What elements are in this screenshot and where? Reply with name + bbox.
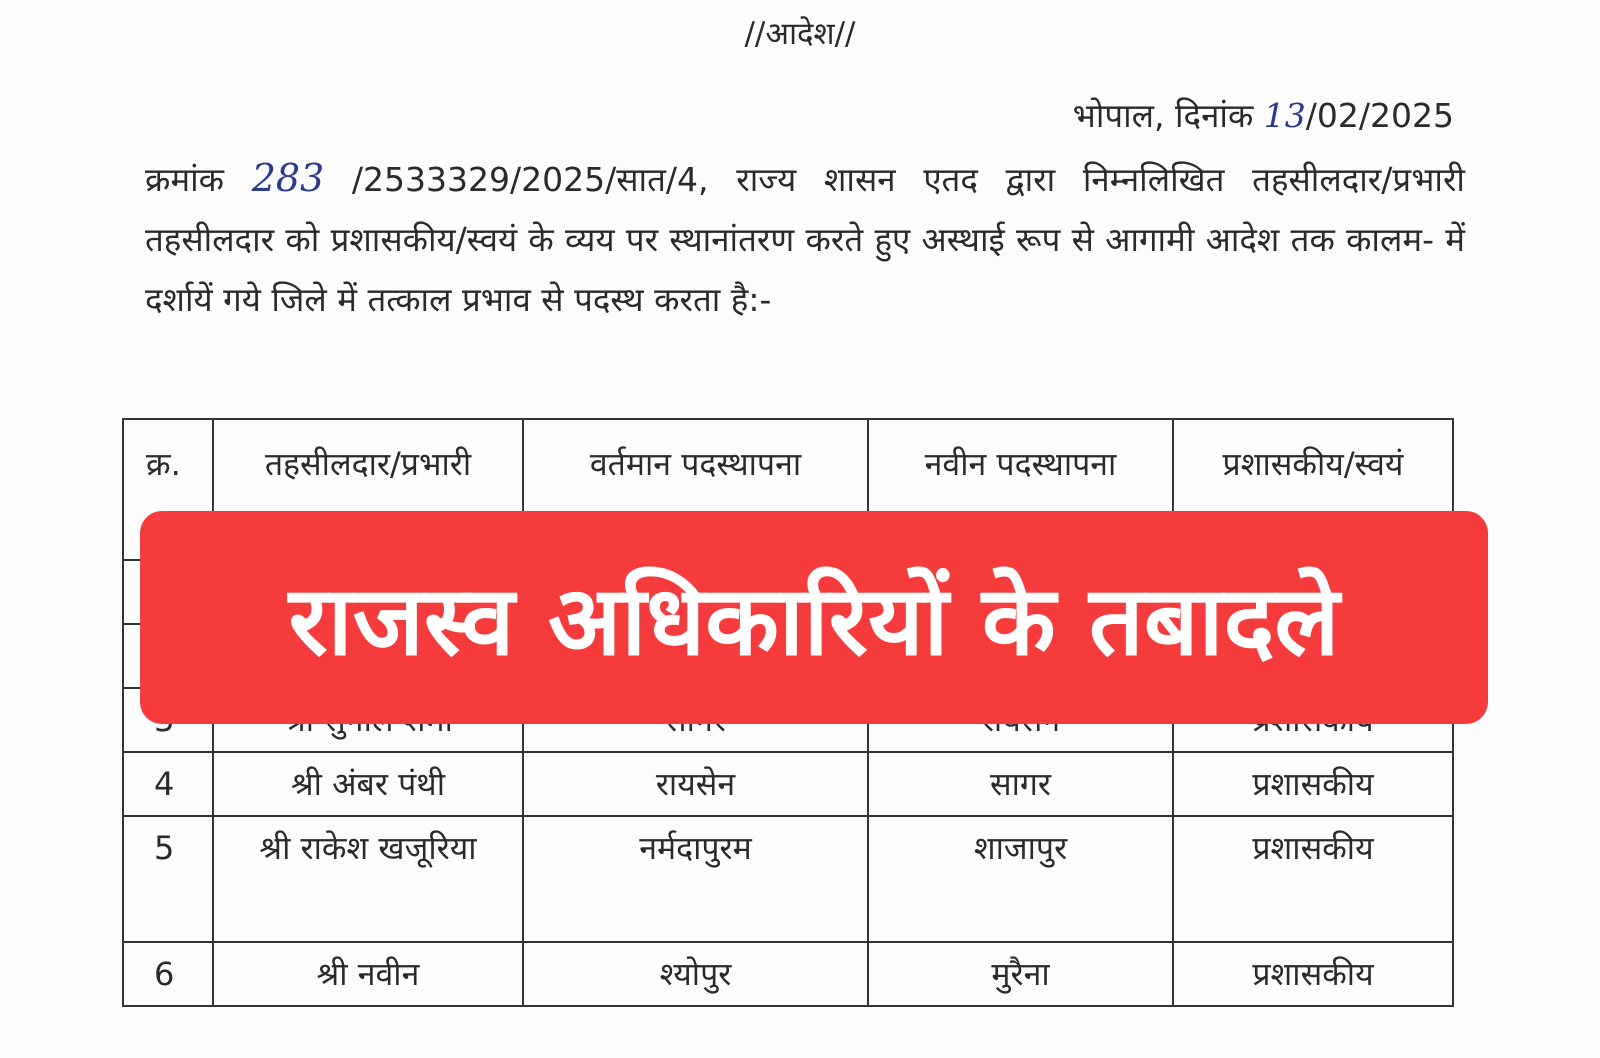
place-date-line bbox=[1073, 92, 1454, 137]
order-number-prefix: क्रमांक bbox=[145, 160, 252, 199]
row-officer-name: श्री नवीन bbox=[213, 942, 523, 1006]
date-rest: /02/2025 bbox=[1305, 96, 1454, 135]
header-serial: क्र. bbox=[123, 419, 213, 560]
header-type: प्रशासकीय/स्वयं bbox=[1173, 419, 1453, 560]
handwritten-day: 13 bbox=[1263, 96, 1306, 135]
order-heading: //आदेश// bbox=[744, 16, 856, 52]
row-transfer-type: प्रशासकीय bbox=[1173, 816, 1453, 942]
row-serial: 6 bbox=[123, 942, 213, 1006]
row-new-posting: मुरैना bbox=[868, 942, 1173, 1006]
table-row bbox=[123, 752, 1453, 816]
row-transfer-type: प्रशासकीय bbox=[1173, 942, 1453, 1006]
row-serial: 4 bbox=[123, 752, 213, 816]
row-new-posting: शाजापुर bbox=[868, 816, 1173, 942]
row-serial: 5 bbox=[123, 816, 213, 942]
date-prefix: भोपाल, दिनांक bbox=[1072, 96, 1264, 135]
row-current-posting: नर्मदापुरम bbox=[523, 816, 868, 942]
row-transfer-type: प्रशासकीय bbox=[1173, 752, 1453, 816]
order-text: /2533329/2025/सात/4, राज्य शासन एतद द्वारा निम्नलिखित तहसीलदार/प्रभारी तहसीलदार को प्रशासकीय/स्वयं के व्यय पर स्थानांतरण करते हुए अस्थाई रूप से आगामी आदेश तक कालम- में दर्शायें गये जिले में तत्काल प्रभाव से पदस्थ करता है:- bbox=[145, 160, 1465, 319]
row-current-posting: श्योपुर bbox=[523, 942, 868, 1006]
header-officer: तहसीलदार/प्रभारी bbox=[213, 419, 523, 560]
header-current-posting: वर्तमान पदस्थापना bbox=[523, 419, 868, 560]
headline-banner-text: राजस्व अधिकारियों के तबादले bbox=[288, 565, 1340, 677]
headline-banner bbox=[140, 511, 1488, 724]
row-current-posting: रायसेन bbox=[523, 752, 868, 816]
row-new-posting: सागर bbox=[868, 752, 1173, 816]
header-new-posting: नवीन पदस्थापना bbox=[868, 419, 1173, 560]
row-officer-name: श्री राकेश खजूरिया bbox=[213, 816, 523, 942]
table-row bbox=[123, 816, 1453, 942]
order-paragraph bbox=[145, 148, 1465, 330]
row-officer-name: श्री अंबर पंथी bbox=[213, 752, 523, 816]
handwritten-order-number: 283 bbox=[251, 156, 325, 200]
table-row bbox=[123, 942, 1453, 1006]
